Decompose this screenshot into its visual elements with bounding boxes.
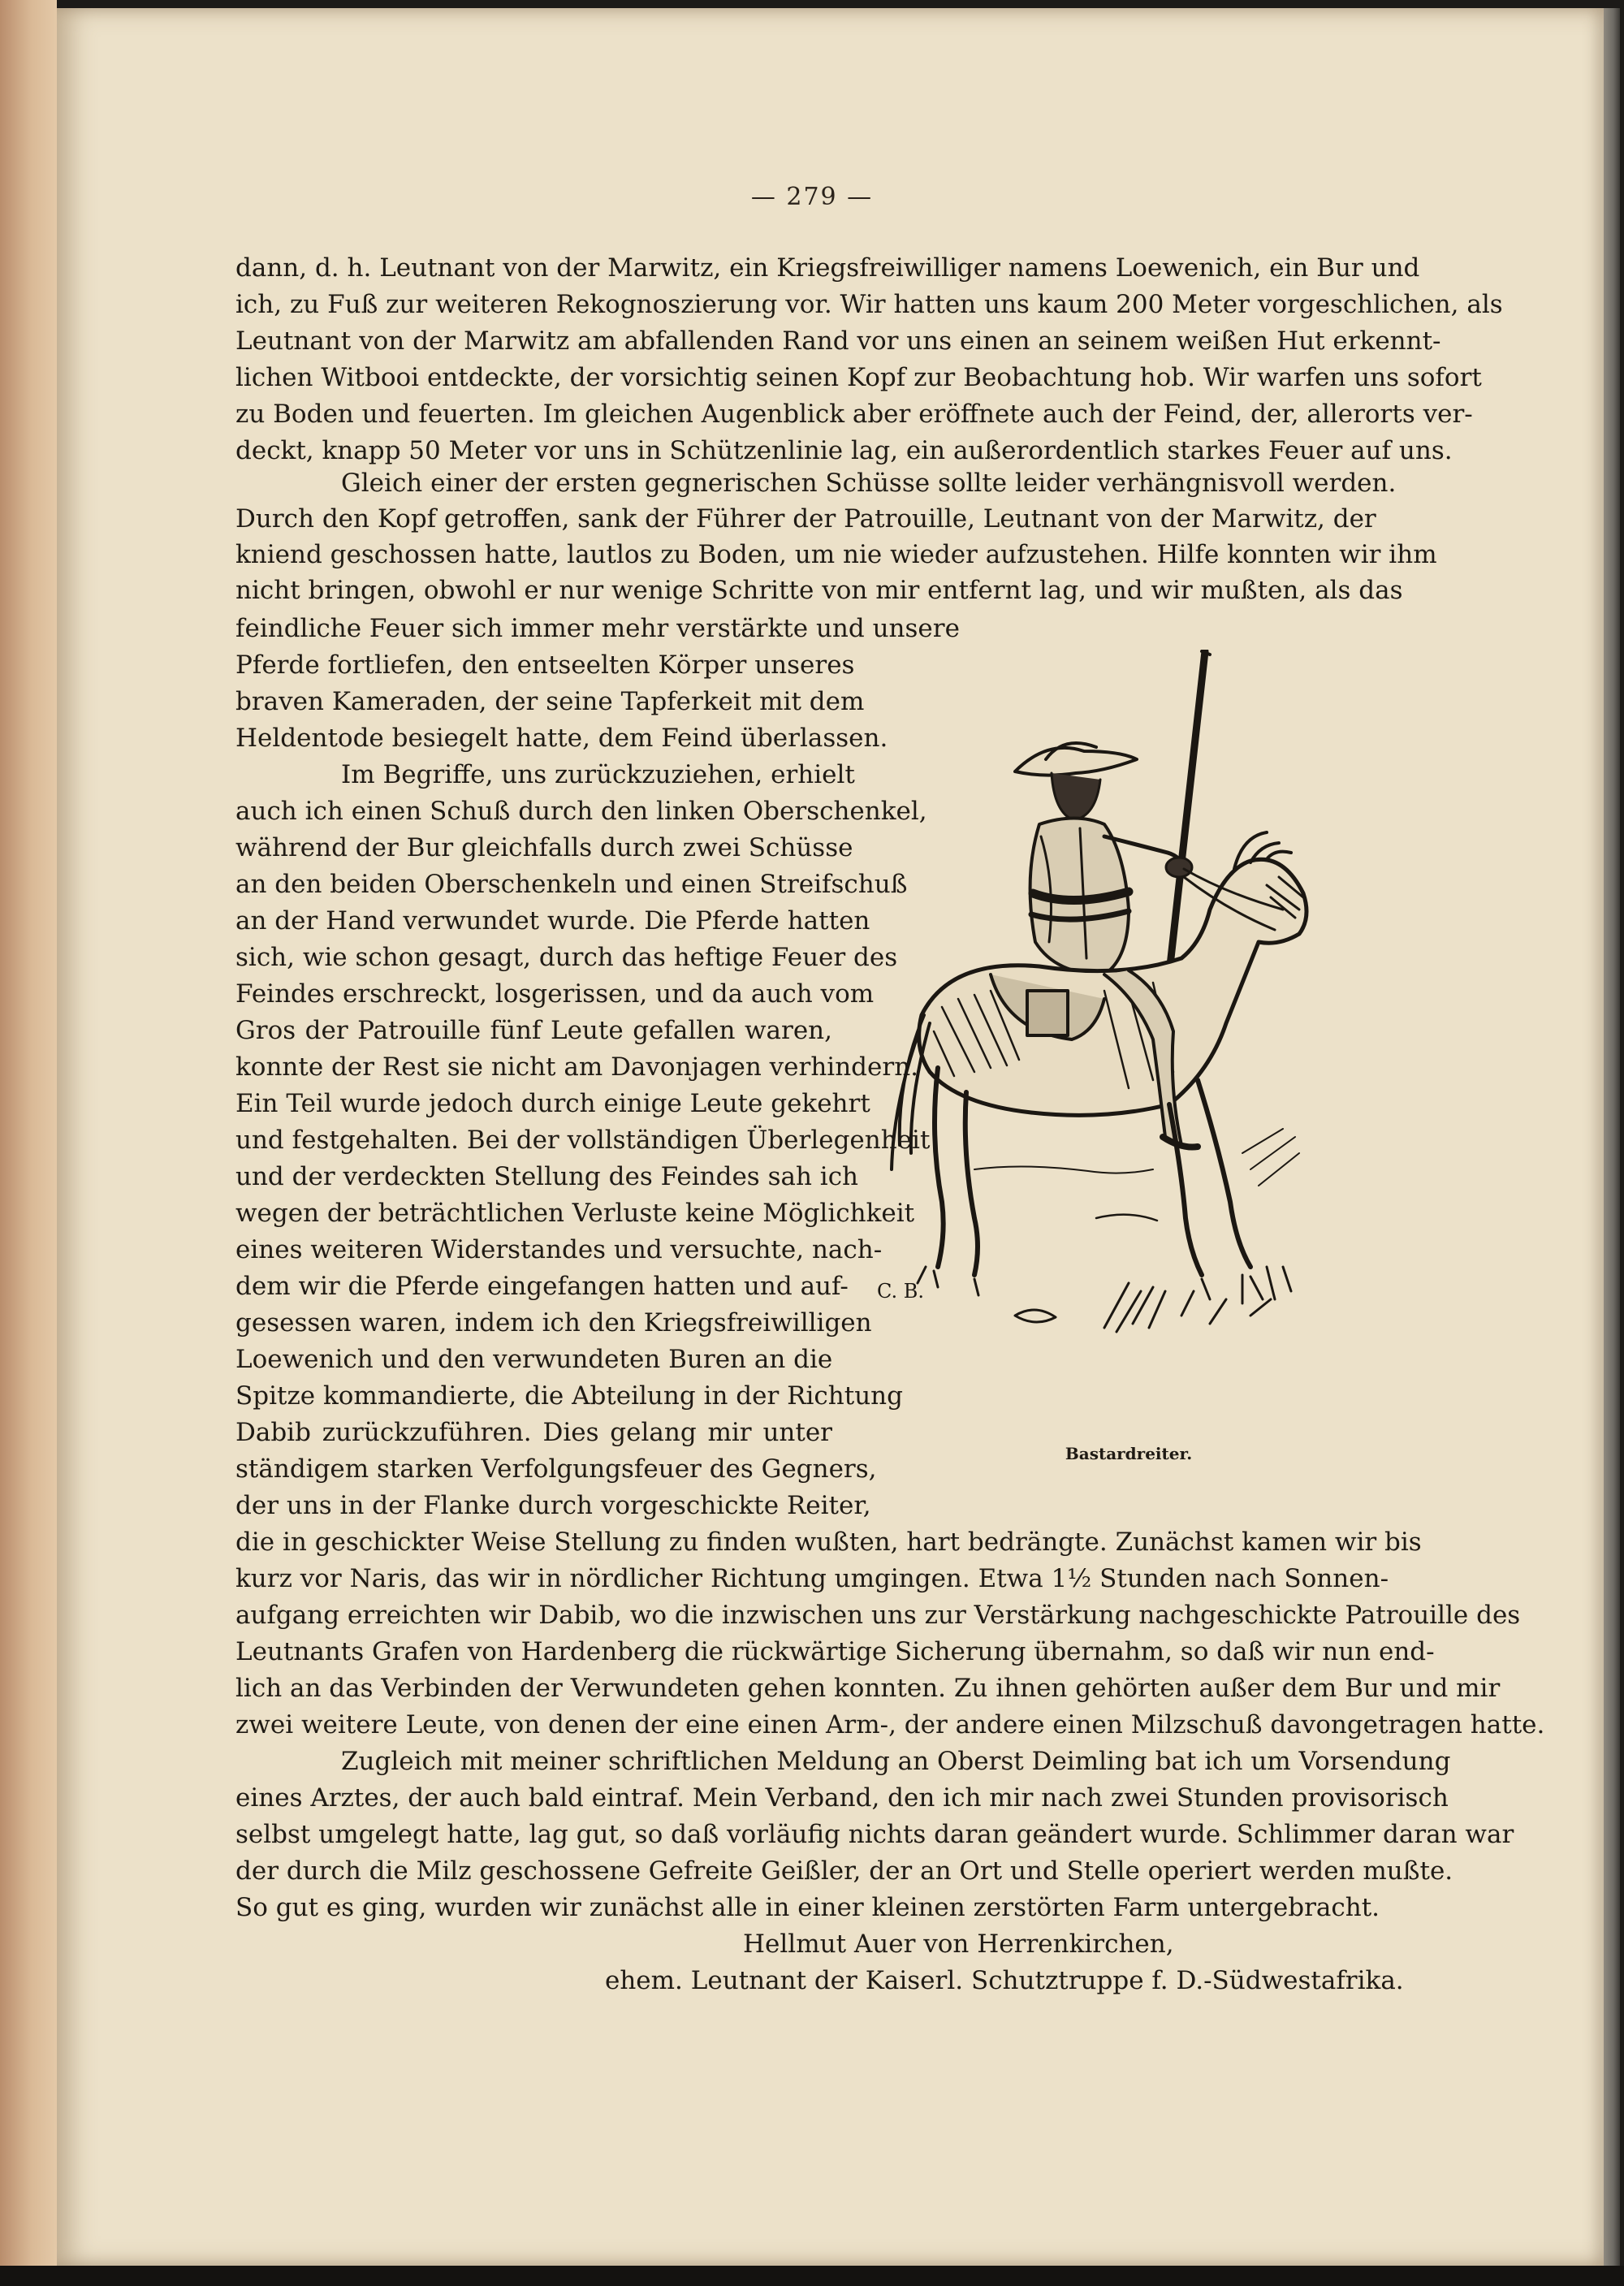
- right-page-edge: [1604, 8, 1620, 2266]
- body-line: dem wir die Pferde eingefangen hatten und auf-: [235, 1272, 849, 1301]
- body-line: Leutnant von der Marwitz am abfallenden Rand vor uns einen an seinem weißen Hut erkennt-: [235, 326, 1441, 356]
- body-line: Durch den Kopf getroffen, sank der Führer der Patrouille, Leutnant von der Marwitz, der: [235, 504, 1376, 534]
- body-line: Ein Teil wurde jedoch durch einige Leute gekehrt: [235, 1089, 870, 1118]
- body-line: selbst umgelegt hatte, lag gut, so daß vorläufig nichts daran geändert wurde. Schlimmer daran war: [235, 1820, 1514, 1849]
- body-line: kniend geschossen hatte, lautlos zu Boden, um nie wieder aufzustehen. Hilfe konnten wir ihm: [235, 540, 1437, 569]
- body-line: ständigem starken Verfolgungsfeuer des Gegners,: [235, 1454, 877, 1484]
- body-line: konnte der Rest sie nicht am Davonjagen verhindern.: [235, 1052, 919, 1082]
- body-line: braven Kameraden, der seine Tapferkeit mit dem: [235, 687, 865, 716]
- signature-title: ehem. Leutnant der Kaiserl. Schutztruppe f. D.-Südwestafrika.: [605, 1966, 1404, 1995]
- body-line: an den beiden Oberschenkeln und einen Streifschuß: [235, 870, 908, 899]
- body-line: nicht bringen, obwohl er nur wenige Schritte von mir entfernt lag, und wir mußten, als das: [235, 576, 1403, 605]
- body-line: wegen der beträchtlichen Verluste keine Möglichkeit: [235, 1199, 915, 1228]
- left-page-edge: [0, 0, 57, 2286]
- body-line: Dabib zurückzuführen. Dies gelang mir unter: [235, 1418, 832, 1447]
- artist-mark: C. B.: [877, 1280, 925, 1303]
- signature-name: Hellmut Auer von Herrenkirchen,: [743, 1929, 1174, 1959]
- body-line: Gros der Patrouille fünf Leute gefallen waren,: [235, 1016, 832, 1045]
- body-line: eines weiteren Widerstandes und versuchte, nach-: [235, 1235, 883, 1264]
- body-line: Leutnants Grafen von Hardenberg die rückwärtige Sicherung übernahm, so daß wir nun end-: [235, 1637, 1435, 1666]
- body-line: der durch die Milz geschossene Gefreite Geißler, der an Ort und Stelle operiert werden mußte.: [235, 1856, 1453, 1886]
- body-line: Gleich einer der ersten gegnerischen Schüsse sollte leider verhängnisvoll werden.: [341, 469, 1397, 498]
- illustration-caption: Bastardreiter.: [1065, 1444, 1193, 1463]
- body-line: Spitze kommandierte, die Abteilung in der Richtung: [235, 1381, 903, 1411]
- body-line: lich an das Verbinden der Verwundeten gehen konnten. Zu ihnen gehörten außer dem Bur und mir: [235, 1674, 1501, 1703]
- body-line: die in geschickter Weise Stellung zu finden wußten, hart bedrängte. Zunächst kamen wir bis: [235, 1528, 1422, 1557]
- body-line: und festgehalten. Bei der vollständigen Überlegenheit: [235, 1126, 931, 1155]
- body-line: Feindes erschreckt, losgerissen, und da auch vom: [235, 979, 875, 1009]
- bottom-shadow: [0, 2266, 1624, 2286]
- body-line: deckt, knapp 50 Meter vor uns in Schützenlinie lag, ein außerordentlich starkes Feuer auf uns.: [235, 436, 1453, 465]
- body-line: lichen Witbooi entdeckte, der vorsichtig seinen Kopf zur Beobachtung hob. Wir warfen uns sofort: [235, 363, 1482, 392]
- body-line: zwei weitere Leute, von denen der eine einen Arm-, der andere einen Milzschuß davongetragen hatte.: [235, 1710, 1545, 1739]
- body-line: kurz vor Naris, das wir in nördlicher Richtung umgingen. Etwa 1½ Stunden nach Sonnen-: [235, 1564, 1389, 1593]
- body-line: eines Arztes, der auch bald eintraf. Mein Verband, den ich mir nach zwei Stunden provisorisch: [235, 1783, 1449, 1813]
- body-line: auch ich einen Schuß durch den linken Oberschenkel,: [235, 797, 927, 826]
- body-line: feindliche Feuer sich immer mehr verstärkte und unsere: [235, 614, 960, 643]
- body-line: sich, wie schon gesagt, durch das heftige Feuer des: [235, 943, 898, 972]
- body-line: aufgang erreichten wir Dabib, wo die inzwischen uns zur Verstärkung nachgeschickte Patrouille des: [235, 1601, 1521, 1630]
- page-number: — 279 —: [750, 183, 874, 211]
- body-line: dann, d. h. Leutnant von der Marwitz, ein Kriegsfreiwilliger namens Loewenich, ein Bur und: [235, 253, 1420, 283]
- body-line: Zugleich mit meiner schriftlichen Meldung an Oberst Deimling bat ich um Vorsendung: [341, 1747, 1451, 1776]
- rider-illustration: [861, 650, 1315, 1429]
- body-line: während der Bur gleichfalls durch zwei Schüsse: [235, 833, 853, 862]
- body-line: Pferde fortliefen, den entseelten Körper unseres: [235, 650, 855, 680]
- body-line: der uns in der Flanke durch vorgeschickte Reiter,: [235, 1491, 871, 1520]
- body-line: Heldentode besiegelt hatte, dem Feind überlassen.: [235, 724, 888, 753]
- body-line: Im Begriffe, uns zurückzuziehen, erhielt: [341, 760, 855, 789]
- body-line: an der Hand verwundet wurde. Die Pferde hatten: [235, 906, 870, 936]
- body-line: Loewenich und den verwundeten Buren an die: [235, 1345, 833, 1374]
- body-line: ich, zu Fuß zur weiteren Rekognoszierung vor. Wir hatten uns kaum 200 Meter vorgeschlichen, als: [235, 290, 1503, 319]
- body-line: und der verdeckten Stellung des Feindes sah ich: [235, 1162, 859, 1191]
- body-line: zu Boden und feuerten. Im gleichen Augenblick aber eröffnete auch der Feind, der, allerorts ver-: [235, 400, 1473, 429]
- body-line: gesessen waren, indem ich den Kriegsfreiwilligen: [235, 1308, 872, 1337]
- body-line: So gut es ging, wurden wir zunächst alle in einer kleinen zerstörten Farm untergebracht.: [235, 1893, 1380, 1922]
